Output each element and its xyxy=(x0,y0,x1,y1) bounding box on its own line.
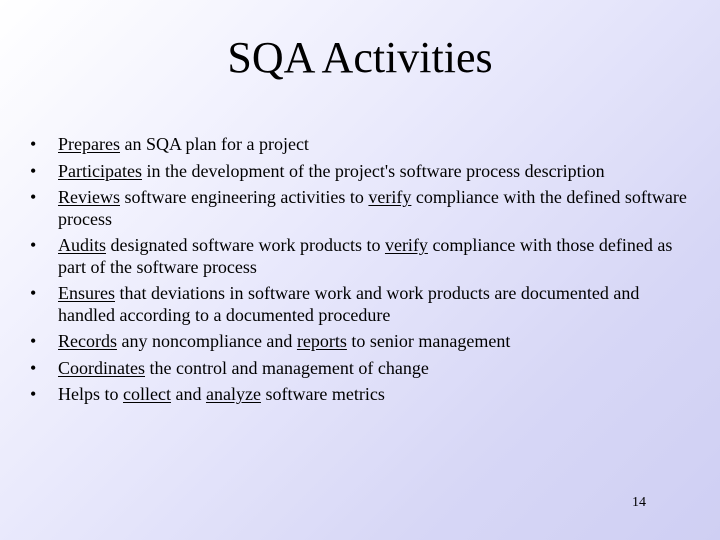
bullet-text: compliance with those defined as part of the software process xyxy=(58,235,673,277)
underlined-term: verify xyxy=(384,235,428,255)
underlined-term: analyze xyxy=(205,384,261,404)
bullet-item xyxy=(30,384,695,406)
underlined-term: reports xyxy=(296,331,347,351)
bullet-marker: • xyxy=(30,331,37,351)
bullet-text: software engineering activities to xyxy=(120,187,369,207)
bullet-marker: • xyxy=(30,134,37,154)
underlined-term: Audits xyxy=(58,235,107,255)
underlined-term: verify xyxy=(368,187,412,207)
underlined-term: Coordinates xyxy=(58,357,145,378)
bullet-item xyxy=(30,161,695,183)
bullet-marker: • xyxy=(30,160,37,181)
underlined-term: Prepares xyxy=(58,134,120,154)
bullet-list xyxy=(30,134,695,411)
bullet-marker: • xyxy=(30,357,37,378)
bullet-item xyxy=(30,134,695,156)
bullet-marker: • xyxy=(30,283,37,303)
bullet-item xyxy=(30,331,695,353)
bullet-item xyxy=(30,235,695,278)
underlined-term: collect xyxy=(123,384,171,404)
bullet-text: to senior management xyxy=(346,331,511,351)
slide-title: SQA Activities xyxy=(227,33,493,82)
bullet-text: software metrics xyxy=(260,384,385,404)
bullet-text: in the development of the project's software process description xyxy=(141,160,605,181)
underlined-term: Reviews xyxy=(58,187,120,207)
bullet-item xyxy=(30,283,695,326)
underlined-term: Ensures xyxy=(58,283,115,303)
bullet-text: and xyxy=(170,384,206,404)
bullet-text: the control and management of change xyxy=(145,357,429,378)
page-number: 14 xyxy=(632,495,646,510)
bullet-text: designated software work products to xyxy=(106,235,385,255)
bullet-text: that deviations in software work and work products are documented and handled according to a documented procedure xyxy=(58,283,640,325)
bullet-item xyxy=(30,187,695,230)
bullet-text: compliance with the defined software process xyxy=(58,187,687,229)
bullet-item xyxy=(30,358,695,380)
bullet-text: any noncompliance and xyxy=(116,331,297,351)
underlined-term: Records xyxy=(58,331,117,351)
underlined-term: Participates xyxy=(58,160,142,181)
bullet-marker: • xyxy=(30,187,37,207)
bullet-text: Helps to xyxy=(58,384,123,404)
bullet-marker: • xyxy=(30,384,37,404)
bullet-marker: • xyxy=(30,235,37,255)
bullet-text: an SQA plan for a project xyxy=(119,134,309,154)
